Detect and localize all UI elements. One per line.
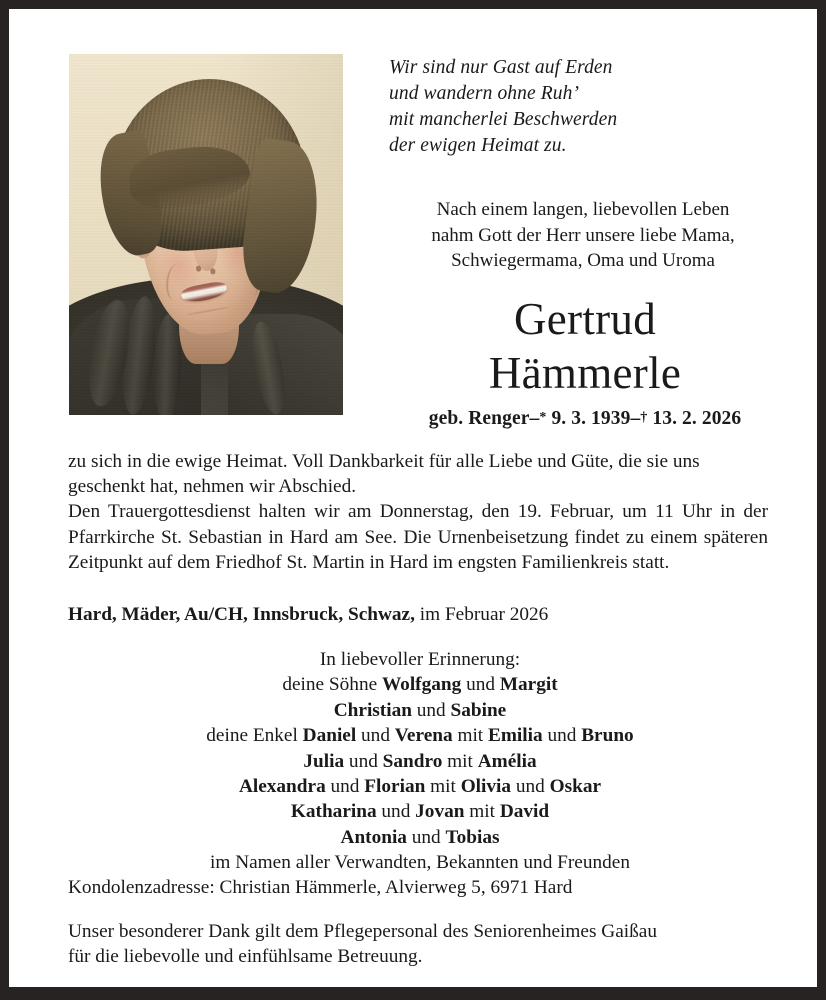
smile-line-left — [166, 263, 187, 300]
body-paragraph-2: Den Trauergottesdienst halten wir am Donnerstag, den 19. Februar, um 11 Uhr in der Pfarrkirche St. Sebastian in Hard am See. Die Urnenbeisetzung findet zu einem späteren Zeitpunkt auf dem Friedhof St. Martin in Hard im engsten Familienkreis statt. — [68, 501, 768, 573]
intro-line-3: Schwiegermama, Oma und Uroma — [451, 250, 715, 271]
deceased-first-name: Gertrud — [513, 293, 657, 344]
maiden-name: geb. Renger — [428, 407, 530, 429]
intro-line-1: Nach einem langen, liebevollen Leben — [436, 199, 730, 220]
nostril — [210, 268, 216, 274]
thanks-line-1: Unser besonderer Dank gilt dem Pflegepersonal des Seniorenheimes Gaißau — [68, 921, 657, 942]
condolence-address: Kondolenzadresse: Christian Hämmerle, Alvierweg 5, 6971 Hard — [68, 877, 573, 898]
intro-text — [389, 197, 777, 274]
chin-wrinkle — [186, 306, 229, 316]
family-line: Antonia und Tobias — [340, 826, 500, 848]
places-and-date — [68, 602, 768, 627]
birth-date: 9. 3. 1939 — [551, 407, 631, 429]
family-line: deine Söhne Wolfgang und Margit — [282, 674, 558, 696]
verse-line-1: Wir sind nur Gast auf Erden — [389, 57, 613, 78]
thanks-line-2: für die liebevolle und einfühlsame Betreuung. — [68, 946, 423, 968]
thanks-note — [68, 919, 774, 969]
memorial-verse — [389, 55, 789, 159]
memorial-section — [68, 647, 772, 876]
verse-line-2: und wandern ohne Ruh’ — [389, 83, 580, 104]
birth-star-symbol: * — [539, 409, 547, 425]
garment-right-shoulder — [228, 314, 343, 415]
memorial-closing: im Namen aller Verwandten, Bekannten und Freunden — [210, 852, 630, 874]
verse-line-4: der ewigen Heimat zu. — [389, 135, 567, 156]
right-column — [389, 9, 789, 430]
family-line: Katharina und Jovan mit David — [290, 801, 550, 823]
verse-line-3: mit mancherlei Beschwerden — [389, 109, 618, 130]
portrait-photo — [69, 54, 343, 415]
family-line: Julia und Sandro mit Amélia — [303, 750, 537, 772]
top-zone — [9, 9, 817, 427]
body-text — [68, 449, 768, 575]
family-line: Christian und Sabine — [333, 699, 507, 721]
death-date: 13. 2. 2026 — [652, 407, 742, 429]
body-paragraph-1: zu sich in die ewige Heimat. Voll Dankbarkeit für alle Liebe und Güte, die sie uns geschenkt hat, nehmen wir Abschied. — [68, 451, 700, 498]
memorial-heading: In liebevoller Erinnerung: — [319, 649, 521, 670]
notice-date: im Februar 2026 — [419, 604, 549, 625]
nostril — [196, 265, 202, 271]
dates-separator-1: – — [529, 407, 540, 429]
family-line: deine Enkel Daniel und Verena mit Emilia und Bruno — [206, 725, 634, 747]
notice-sheet — [9, 9, 817, 987]
family-line: Alexandra und Florian mit Olivia und Oskar — [238, 776, 602, 798]
life-dates — [389, 408, 781, 430]
deceased-last-name: Hämmerle — [488, 347, 682, 398]
dates-separator-2: – — [630, 407, 641, 429]
intro-line-2: nahm Gott der Herr unsere liebe Mama, — [431, 224, 735, 246]
death-cross-symbol: † — [640, 409, 648, 425]
place-list: Hard, Mäder, Au/CH, Innsbruck, Schwaz, — [68, 604, 415, 625]
photo-background — [69, 54, 343, 415]
deceased-name — [389, 292, 781, 400]
